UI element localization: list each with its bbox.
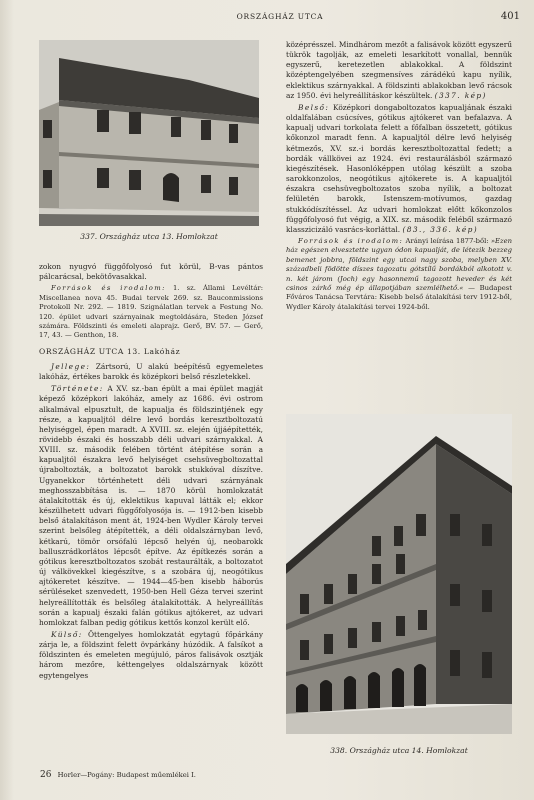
belso-paragraph [286, 103, 512, 235]
footer-text: Horler—Pogány: Budapest műemlékei I. [57, 771, 196, 779]
left-sources-text: 1. sz. Állami Levéltár: Miscellanea nova 45. Budai tervek 269. sz. Bauconmissions Protokoll Nr. 292. — 1819. Szignálatlan tervek a Festung No. 120. épület udvari szárnyainak megtoldására, Steden József számára. Földszinti és emeleti alaprajz. Gerő, BV. 57. — Gerő, 17, 43. — Genthon, 18. [39, 284, 263, 340]
jellege-paragraph [39, 362, 263, 382]
kulso-text: Öttengelyes homlokzatát egytagú főpárkány zárja le, a földszint felett övpárkány húzódik. A falsíkot a földszinten és emeleten megújuló, páros falisávok osztják három mezőre, kéttengelyes oldalszárnyak között egytengelyes [39, 629, 263, 680]
right-sources-text-2: — Budapest Főváros Tanácsa Tervtára: Kisebb belső átalakítási terv 1912-ből, Wydler Károly átalakítási tervei 1924-ből. [286, 284, 512, 311]
photo-facade-13 [39, 40, 259, 226]
left-continuation: zokon nyugvó függőfolyosó fut körül, B-vas pántos pálcarácsal, bekötővasakkal. [39, 262, 263, 282]
left-column [39, 262, 263, 762]
belso-label: Belső: [298, 102, 330, 112]
tortenete-label: Története: [51, 384, 104, 394]
right-ref-336: (83., 336. kép) [402, 224, 479, 234]
right-sources-label: Források és irodalom: [298, 236, 404, 245]
photo-facade-14 [286, 414, 512, 734]
right-sources-text-1: Arányi leírása 1877-ből: [405, 236, 489, 245]
left-sources-label: Források és irodalom: [51, 284, 166, 293]
right-sources-quote: »Ezen ház egészen elvesztette ugyan ódon kapualját, de létezik bezzeg bemenet jobbra, földszint egy utcai nagy szoba, melyben XV. századbeli födötte díszes tagozatu gótstílű bordákból alkotott v. n. két járom (Joch) egy hasonnemű tagozott heveder és két csinos zárkő még ép állapotjában szemlélhető.« [286, 236, 512, 292]
left-sources [39, 284, 263, 340]
right-sources [286, 237, 512, 312]
tortenete-text: A XV. sz.-ban épült a mai épület magját képező középkori lakóház, amely az 1686. évi ostrom alkalmával elpusztult, de kapualja és földszintjének egy része, a kapualjtól délre levő bordás keresztboltozatú helyiséggel, épen maradt. A XVIII. sz. elején újjáépítették, rövidebb északi és hosszabb déli udvari szárnyakkal. A XVIII. sz. második felében történt átépítése során a kapualjtól északra levő helyiséget csehsüvegboltozattal újraboltozták, a boltozatot barokk stukkóval díszítve. Ugyanekkor történhetett déli udvari szárnyának meghosszabbítása is. — 1870 körül homlokzatát átalakították és új, eklektikus kapuval látták el; ekkor készülhetett udvari függőfolyosója is. — 1912-ben kisebb belső átalakításon ment át, 1924-ben Wydler Károly tervei szerint belsőleg átépítették, a déli oldalszárnyban levő, kétkarú, tömör orsófalú lépcső helyén új, neobarokk balluszrádkorlátos lépcsőt építve. Az építkezés során a gótikus keresztboltozatos szobát restaurálták, a boltozatot új válkövekkel kiegészítve, s a szobára új, neogótikus ajtókeretet készítve. — 1944—45-ben kisebb háborús sérüléseket szenvedett, 1950-ben Hell Géza tervei szerint helyreállították és belsőleg átalakították. A helyreállítás során a kapualj északi falán gótikus ajtókeret, az udvari homlokzat falban pedig gótikus kettős konzol került elő. [39, 384, 263, 627]
signature-mark: 26 [40, 770, 52, 780]
facade-13-illustration [39, 40, 259, 226]
right-continuation [286, 40, 512, 101]
facade-14-illustration [286, 414, 512, 734]
page-number: 401 [500, 11, 520, 22]
running-head [40, 12, 520, 24]
caption-338: 338. Országház utca 14. Homlokzat [330, 746, 468, 755]
caption-337: 337. Országház utca 13. Homlokzat [80, 232, 218, 241]
section-heading: ORSZÁGHÁZ UTCA 13. Lakóház [39, 346, 181, 356]
kulso-paragraph [39, 630, 263, 681]
belso-text: Középkori dongaboltozatos kapualjának északi oldalfalában csúcsíves, gótikus ajtókeret van befalazva. A kapualj udvari torkolata felett a főfalban összetett, gótikus kőkonzol maradt fenn. A kapualjtól délre levő helyiség kétmezős, XV. sz.-i bordás keresztboltozattal fedett; a bordák vállkövei az 1924. évi restaurálásból származó kiegészítések. Hasonlóképpen utólag készült a szoba sarokkonzolos, neogótikus ajtókerete is. A kapualjtól északra csehsüvegboltozatos szoba nyílik, a boltozat felületén barokk, Istenszem-motívumos, gazdag stukkódíszítéssel. Az udvari homlokzat előtt kőkonzolos függőfolyosó fut végig, a XIX. sz. második feléből származó klasszicizáló vasrács-korláttal. [286, 102, 512, 234]
right-ref-337: (337. kép) [434, 90, 487, 100]
page-footer [40, 770, 196, 780]
running-title: ORSZÁGHÁZ UTCA [236, 12, 324, 21]
tortenete-paragraph [39, 384, 263, 628]
right-column [286, 40, 512, 412]
jellege-text: Zártsorú, U alakú beépítésű egyemeletes lakóház, értékes barokk és középkori belső részletekkel. [39, 361, 263, 382]
kulso-label: Külső: [51, 629, 83, 639]
jellege-label: Jellege: [51, 361, 91, 371]
right-continuation-text: középrésszel. Mindhárom mezőt a falisávok között egyszerű tükrök tagolják, az emeleti lesarkított vonallal, bennük egyszerű, keretezetlen ablakokkal. A földszint középtengelyében szegmensíves zárádékú kapu nyílik, eklektikus szárnyakkal. A földszinti ablakokban levő rácsok az 1950. évi helyreállításkor készültek. [286, 40, 512, 100]
